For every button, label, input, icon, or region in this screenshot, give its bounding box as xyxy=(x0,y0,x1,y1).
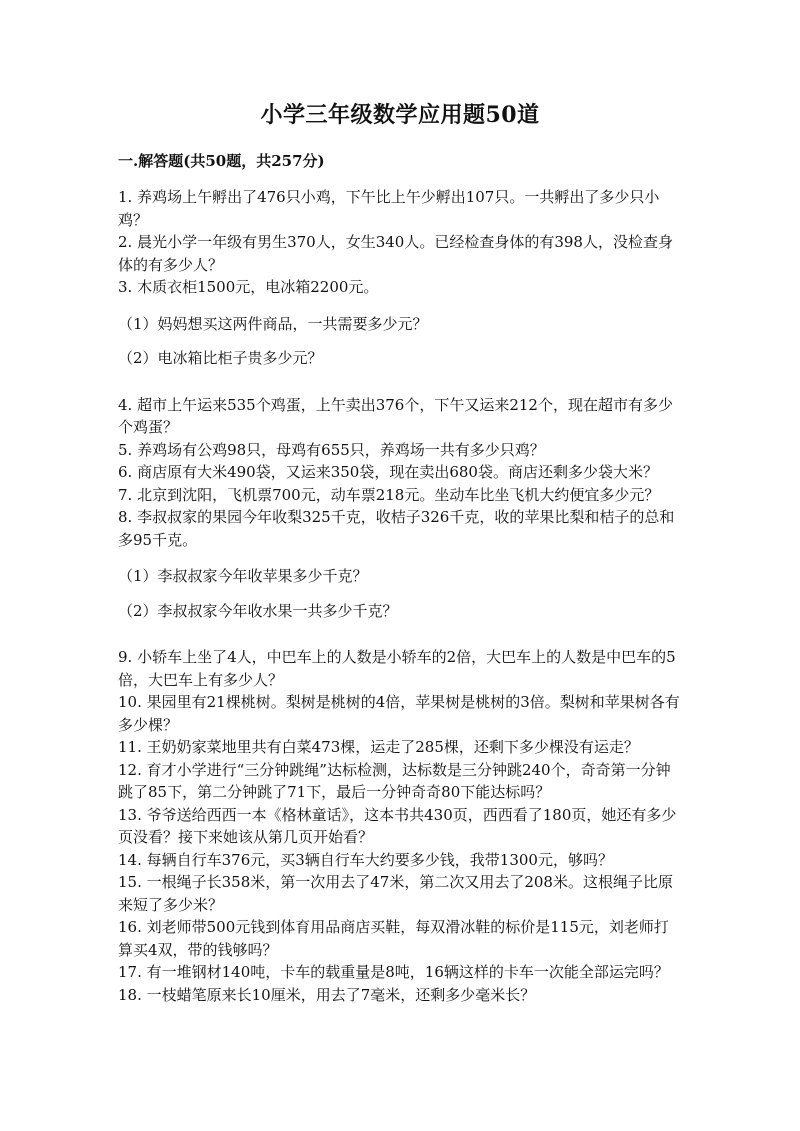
question-18: 18. 一枝蜡笔原来长10厘米，用去了7毫米，还剩多少毫米长？ xyxy=(118,985,536,1004)
question-11: 11. 王奶奶家菜地里共有白菜473棵，运走了285棵，还剩下多少棵没有运走？ xyxy=(118,738,639,756)
question-3-part-1: （1）妈妈想买这两件商品，一共需要多少元？ xyxy=(118,314,428,333)
question-12: 12. 育才小学进行“三分钟跳绳”达标检测，达标数是三分钟跳240个，奇奇第一分钟跳了85下，第二分钟跳了71下，最后一分钟奇奇80下能达标吗？ xyxy=(118,760,671,801)
question-8-part-2: （2）李叔叔家今年收水果一共多少千克？ xyxy=(118,601,398,620)
question-14: 14. 每辆自行车376元，买3辆自行车大约要多少钱，我带1300元，够吗？ xyxy=(118,850,613,869)
question-3-part-2: （2）电冰箱比柜子贵多少元？ xyxy=(118,349,323,367)
page-title: 小学三年级数学应用题50道 xyxy=(260,102,540,128)
question-4: 4. 超市上午运来535个鸡蛋，上午卖出376个，下午又运来212个，现在超市有多少个鸡蛋？ xyxy=(118,395,673,436)
question-7: 7. 北京到沈阳，飞机票700元，动车票218元。坐动车比坐飞机大约便宜多少元？ xyxy=(118,485,660,504)
spacer xyxy=(118,382,682,394)
question-5: 5. 养鸡场有公鸡98只，母鸡有655只，养鸡场一共有多少只鸡？ xyxy=(118,440,545,459)
question-8-part-1: （1）李叔叔家今年收苹果多少千克？ xyxy=(118,567,368,585)
question-16: 16. 刘老师带500元钱到体育用品商店买鞋，每双滑冰鞋的标价是115元，刘老师打算买4双，带的钱够吗？ xyxy=(118,918,669,959)
section-heading: 一.解答题(共50题，共257分) xyxy=(118,152,325,170)
question-9: 9. 小轿车上坐了4人，中巴车上的人数是小轿车的2倍，大巴车上的人数是中巴车的5倍，大巴车上有多少人？ xyxy=(118,648,676,689)
question-10: 10. 果园里有21棵桃树。梨树是桃树的4倍，苹果树是桃树的3倍。梨树和苹果树各有多少棵？ xyxy=(118,693,680,734)
question-8: 8. 李叔叔家的果园今年收梨325千克，收桔子326千克，收的苹果比梨和桔子的总和多95千克。 xyxy=(118,508,675,549)
question-2: 2. 晨光小学一年级有男生370人，女生340人。已经检查身体的有398人，没检查身体的有多少人？ xyxy=(118,233,673,274)
spacer xyxy=(118,634,682,646)
question-13: 13. 爷爷送给西西一本《格林童话》，这本书共430页，西西看了180页，她还有多少页没看？接下来她该从第几页开始看？ xyxy=(118,805,677,846)
question-17: 17. 有一堆钢材140吨，卡车的载重量是8吨，16辆这样的卡车一次能全部运完吗？ xyxy=(118,963,669,981)
question-15: 15. 一根绳子长358米，第一次用去了47米，第二次又用去了208米。这根绳子比原来短了多少米？ xyxy=(118,873,673,914)
question-6: 6. 商店原有大米490袋，又运来350袋，现在卖出680袋。商店还剩多少袋大米？ xyxy=(118,463,658,481)
question-1: 1. 养鸡场上午孵出了476只小鸡，下午比上午少孵出107只。一共孵出了多少只小鸡？ xyxy=(118,188,660,229)
question-list xyxy=(118,186,682,1006)
question-3: 3. 木质衣柜1500元，电冰箱2200元。 xyxy=(118,278,379,296)
